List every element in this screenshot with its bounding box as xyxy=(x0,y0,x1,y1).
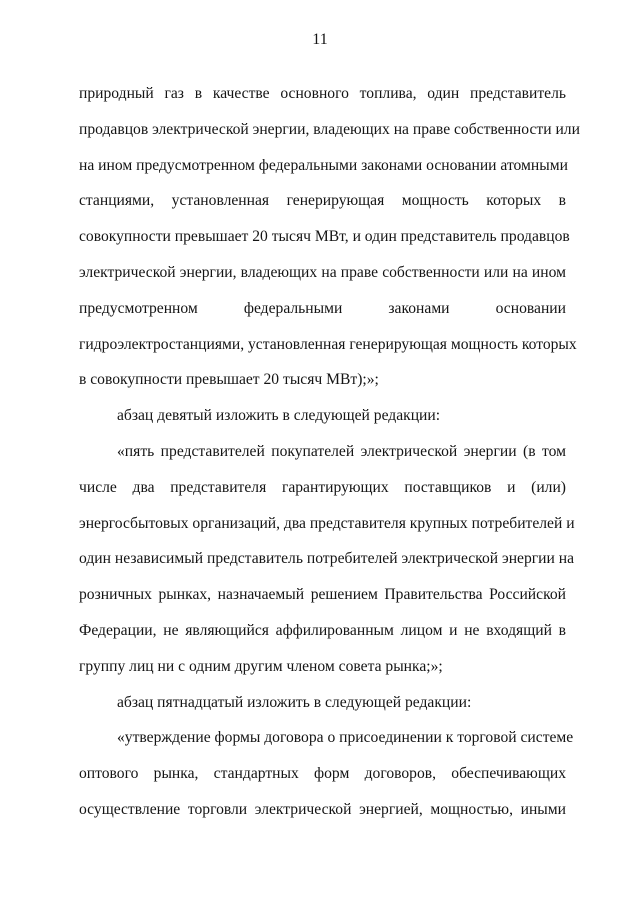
text-line: в совокупности превышает 20 тысяч МВт);»; xyxy=(79,371,379,389)
document-body xyxy=(79,83,580,835)
text-line: предусмотренном федеральными законами основании xyxy=(79,299,566,317)
text-line: на ином предусмотренном федеральными законами основании атомными xyxy=(79,156,568,174)
text-line: Федерации, не являющийся аффилированным лицом и не входящий в xyxy=(79,621,566,639)
text-line: гидроэлектростанциями, установленная генерирующая мощность которых xyxy=(79,335,577,353)
paragraph-line: абзац девятый изложить в следующей редакции: xyxy=(117,407,441,425)
text-line: станциями, установленная генерирующая мощность которых в xyxy=(79,192,566,210)
text-line: энергосбытовых организаций, два представителя крупных потребителей и xyxy=(79,514,575,532)
paragraph-line: «утверждение формы договора о присоединении к торговой системе xyxy=(117,729,574,747)
text-line: совокупности превышает 20 тысяч МВт, и один представитель продавцов xyxy=(79,228,570,246)
text-line: оптового рынка, стандартных форм договоров, обеспечивающих xyxy=(79,765,566,783)
text-line: природный газ в качестве основного топлива, один представитель xyxy=(79,85,566,102)
text-line: числе два представителя гарантирующих поставщиков и (или) xyxy=(79,478,566,496)
page-number: 11 xyxy=(312,31,328,48)
text-line: продавцов электрической энергии, владеющих на праве собственности или xyxy=(79,120,580,138)
text-line: осуществление торговли электрической энергией, мощностью, иными xyxy=(79,800,566,818)
text-line: группу лиц ни с одним другим членом совета рынка;»; xyxy=(79,657,443,675)
text-line: один независимый представитель потребителей электрической энергии на xyxy=(79,550,575,568)
paragraph-line: абзац пятнадцатый изложить в следующей редакции: xyxy=(117,693,472,711)
text-line: розничных рынках, назначаемый решением Правительства Российской xyxy=(79,586,566,604)
text-line: электрической энергии, владеющих на праве собственности или на ином xyxy=(79,263,566,281)
paragraph-line: «пять представителей покупателей электрической энергии (в том xyxy=(117,442,566,460)
